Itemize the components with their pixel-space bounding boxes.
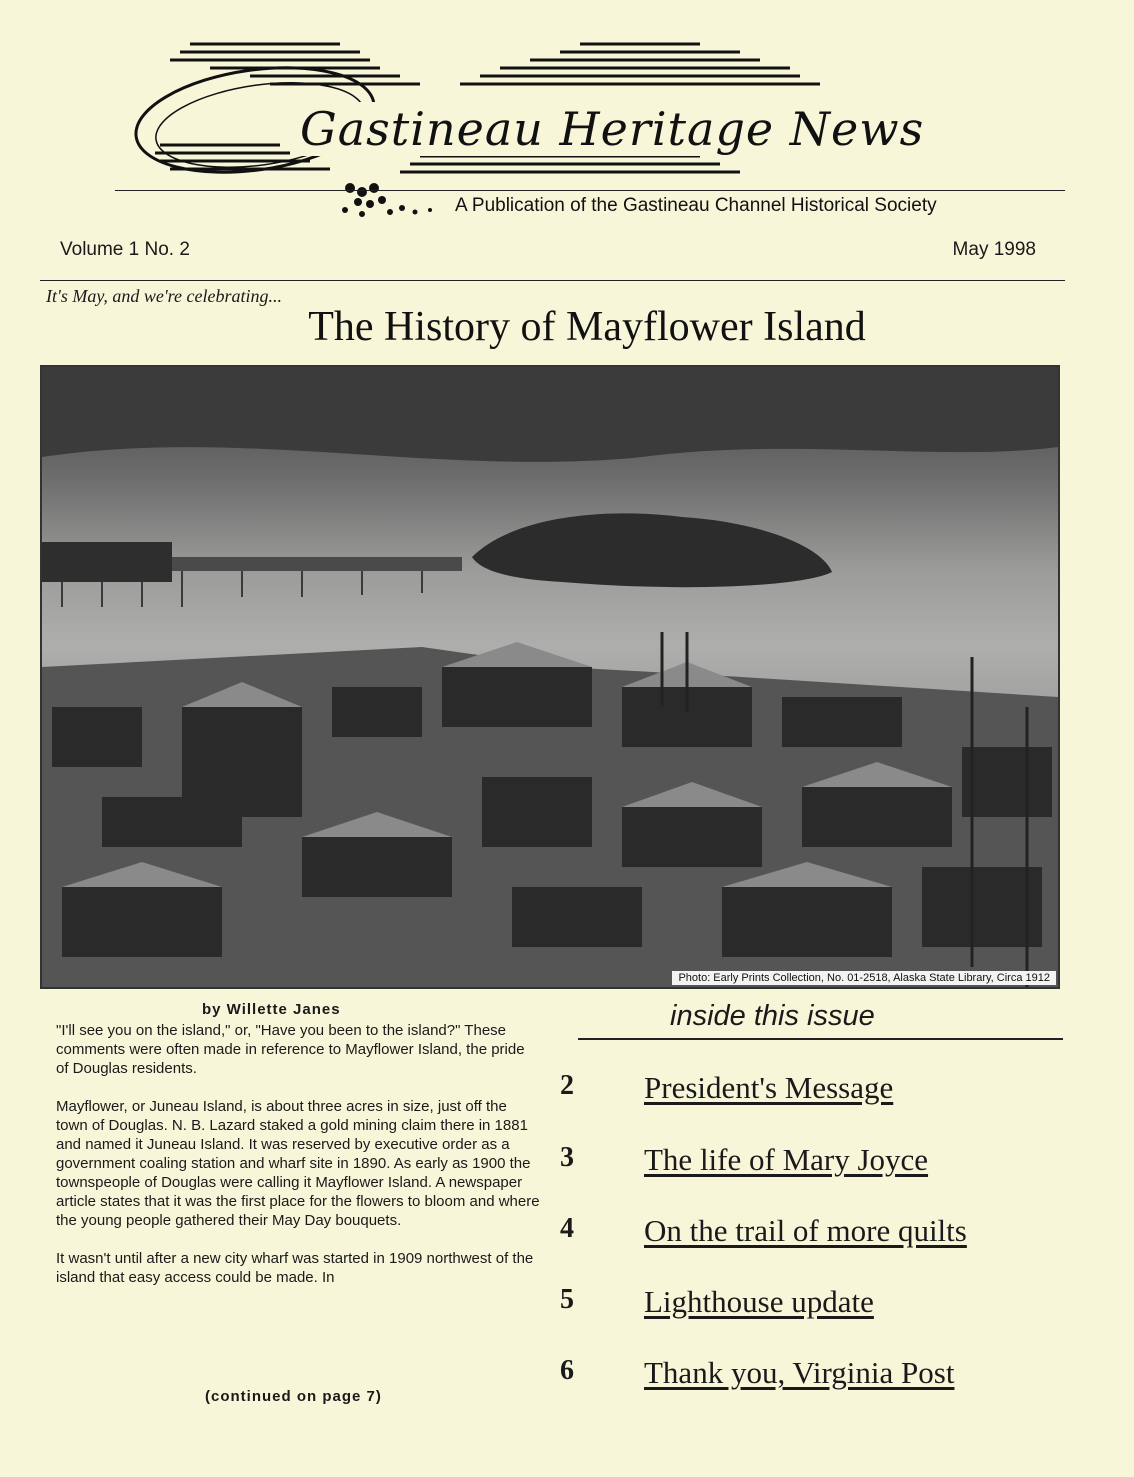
issue-divider bbox=[40, 280, 1065, 281]
continued-note: (continued on page 7) bbox=[205, 1388, 382, 1405]
toc-label: Thank you, Virginia Post bbox=[644, 1355, 955, 1390]
toc-page-number: 5 bbox=[560, 1284, 574, 1315]
masthead-subtitle: A Publication of the Gastineau Channel Historical Society bbox=[455, 195, 937, 216]
page-title: The History of Mayflower Island bbox=[308, 304, 866, 350]
masthead-title: Gastineau Heritage News bbox=[290, 102, 934, 156]
historic-photo bbox=[40, 365, 1060, 989]
inside-issue-title: inside this issue bbox=[670, 1000, 875, 1032]
article-paragraph: Mayflower, or Juneau Island, is about three acres in size, just off the town of Douglas. N. B. Lazard staked a gold mining claim there in 1881 and named it Juneau Island. It was reserved by executive order as a government coaling station and wharf site in 1890. As early as 1900 the townspeople of Douglas were calling it Mayflower Island. A newspaper article states that it was the first place for the flowers to bloom and where the young people gathered their May Day bouquets. bbox=[56, 1098, 540, 1229]
toc-label: The life of Mary Joyce bbox=[644, 1142, 929, 1177]
headline-kicker: It's May, and we're celebrating... bbox=[46, 286, 282, 306]
article-byline: by Willette Janes bbox=[202, 1001, 341, 1018]
toc-page-number: 2 bbox=[560, 1070, 574, 1101]
douglas-town-photo-icon bbox=[42, 367, 1058, 987]
masthead bbox=[100, 30, 1070, 230]
article-paragraph: "I'll see you on the island," or, "Have you been to the island?" These comments were often made in reference to Mayflower Island, the pride of Douglas residents. bbox=[56, 1022, 525, 1077]
inside-issue-divider bbox=[578, 1038, 1063, 1040]
article-body bbox=[56, 1021, 541, 1306]
toc-label: On the trail of more quilts bbox=[644, 1213, 967, 1248]
photo-credit: Photo: Early Prints Collection, No. 01-2518, Alaska State Library, Circa 1912 bbox=[672, 971, 1056, 985]
issue-volume: Volume 1 No. 2 bbox=[60, 239, 190, 260]
toc-page-number: 6 bbox=[560, 1355, 574, 1386]
masthead-divider bbox=[115, 190, 1065, 191]
toc-label: Lighthouse update bbox=[644, 1284, 874, 1319]
toc-page-number: 3 bbox=[560, 1142, 574, 1173]
toc-page-number: 4 bbox=[560, 1213, 574, 1244]
issue-date: May 1998 bbox=[952, 239, 1036, 260]
article-paragraph: It wasn't until after a new city wharf was started in 1909 northwest of the island that easy access could be made. In bbox=[56, 1250, 534, 1286]
toc-label: President's Message bbox=[644, 1070, 894, 1105]
